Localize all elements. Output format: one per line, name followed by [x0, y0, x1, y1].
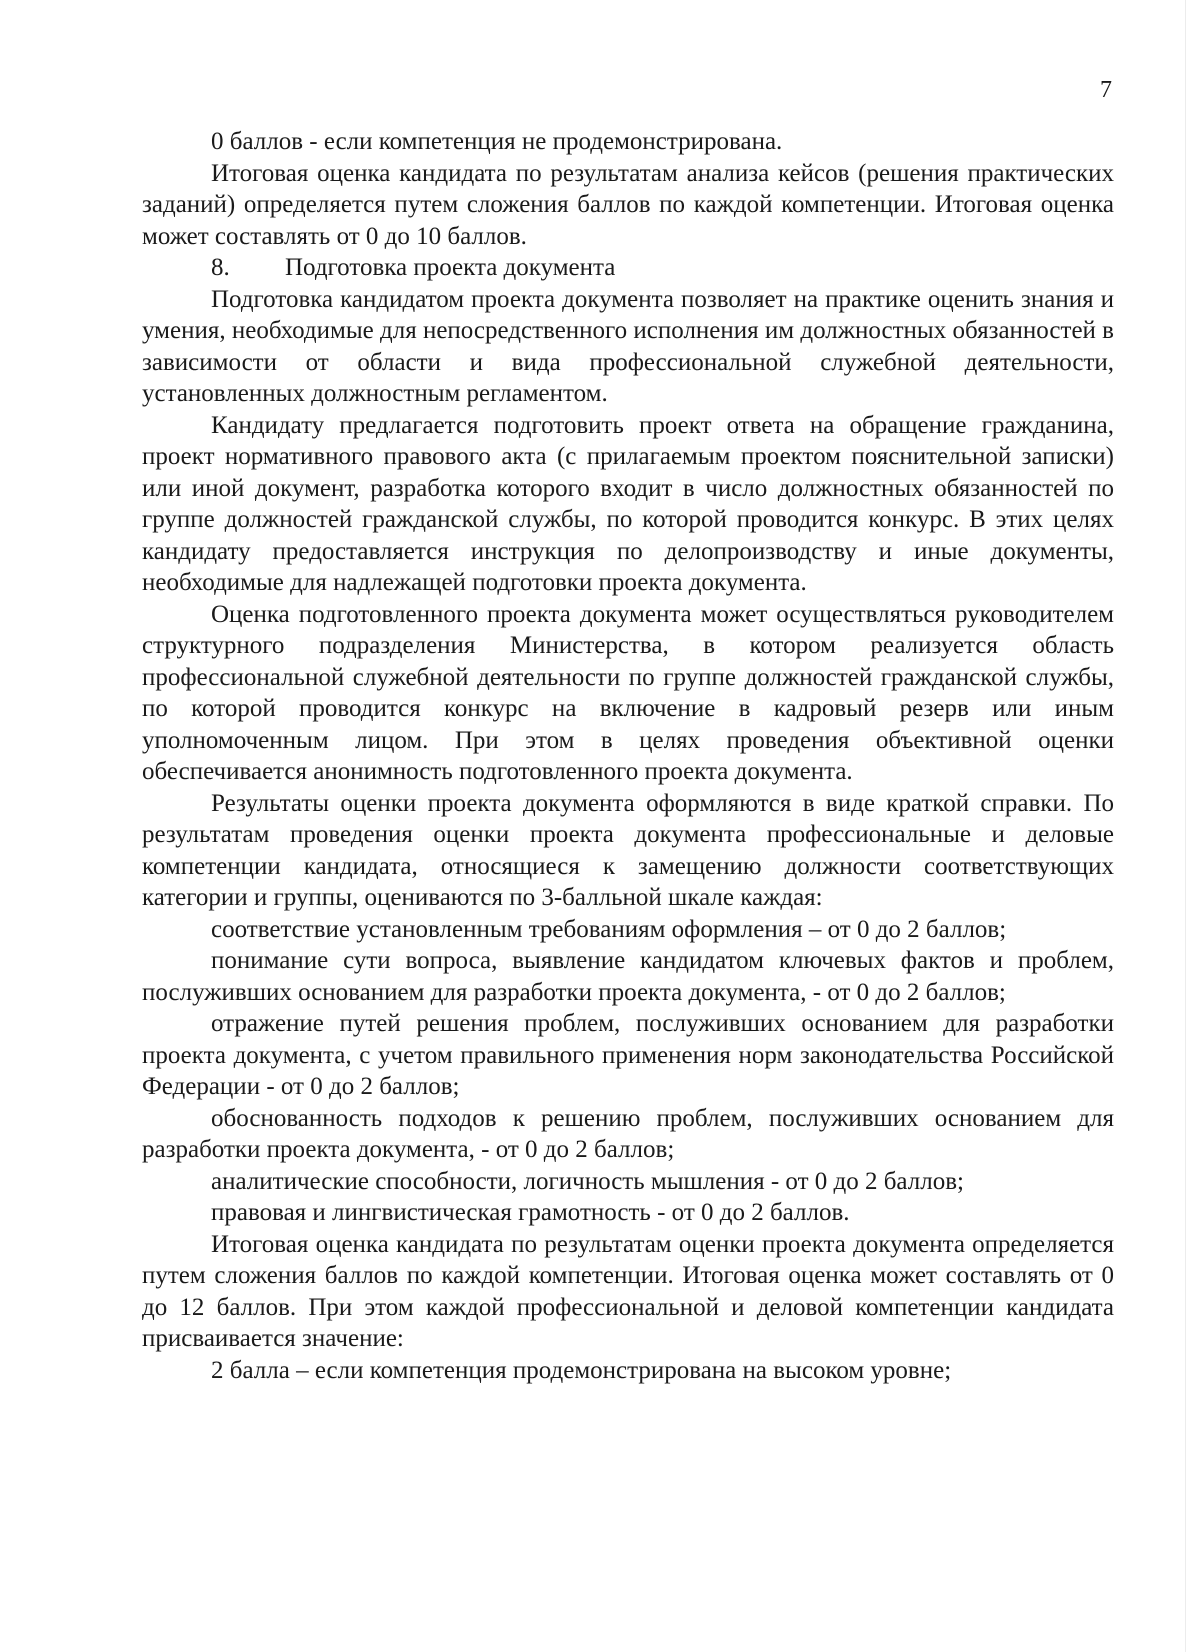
criterion-understanding: понимание сути вопроса, выявление кандидатом ключевых фактов и проблем, послуживших основанием для разработки проекта документа, - от 0 до 2 баллов;: [142, 947, 1114, 1006]
paragraph-document-total-score: Итоговая оценка кандидата по результатам оценки проекта документа определяется путем сложения баллов по каждой компетенции. Итоговая оценка может составлять от 0 до 12 баллов. При этом каждой профессиональной и деловой компетенции кандидата присваивается значение:: [142, 1230, 1114, 1352]
page-number: 7: [1100, 77, 1112, 103]
criterion-literacy: правовая и лингвистическая грамотность - от 0 до 2 баллов.: [211, 1199, 850, 1226]
document-body: [142, 126, 1114, 1386]
paragraph-two-points: 2 балла – если компетенция продемонстрирована на высоком уровне;: [211, 1356, 952, 1384]
paragraph-case-total-score: Итоговая оценка кандидата по результатам анализа кейсов (решения практических заданий) определяется путем сложения баллов по каждой компетенции. Итоговая оценка может составлять от 0 до 10 баллов.: [142, 159, 1114, 250]
section-title: Подготовка проекта документа: [285, 254, 616, 281]
paragraph-evaluation-by-head: Оценка подготовленного проекта документа может осуществляться руководителем структурного подразделения Министерства, в котором реализуется область профессиональной служебной деятельности по группе должностей гражданской службы, по которой проводится конкурс на включение в кадровый резерв или иным уполномоченным лицом. При этом в целях проведения объективной оценки обеспечивается анонимность подготовленного проекта документа.: [142, 600, 1114, 785]
criterion-justification: обоснованность подходов к решению проблем, послуживших основанием для разработки проекта документа, - от 0 до 2 баллов;: [142, 1104, 1114, 1163]
paragraph-document-preparation: Подготовка кандидатом проекта документа позволяет на практике оценить знания и умения, необходимые для непосредственного исполнения им должностных обязанностей в зависимости от области и вида профессиональной служебной деятельности, установленных должностным регламентом.: [142, 285, 1114, 407]
scan-edge-line: [1185, 0, 1186, 1652]
paragraph-evaluation-results: Результаты оценки проекта документа оформляются в виде краткой справки. По результатам проведения оценки проекта документа профессиональные и деловые компетенции кандидата, относящиеся к замещению должности соответствующих категории и группы, оцениваются по 3-балльной шкале каждая:: [142, 789, 1114, 911]
paragraph-candidate-task: Кандидату предлагается подготовить проект ответа на обращение гражданина, проект нормативного правового акта (с прилагаемым проектом пояснительной записки) или иной документ, разработка которого входит в число должностных обязанностей по группе должностей гражданской службы, по которой проводится конкурс. В этих целях кандидату предоставляется инструкция по делопроизводству и иные документы, необходимые для надлежащей подготовки проекта документа.: [142, 411, 1114, 596]
criterion-formatting: соответствие установленным требованиям оформления – от 0 до 2 баллов;: [211, 915, 1007, 943]
section-number: 8.: [211, 254, 230, 281]
criterion-solutions: отражение путей решения проблем, послуживших основанием для разработки проекта документа, с учетом правильного применения норм законодательства Российской Федерации - от 0 до 2 баллов;: [142, 1010, 1114, 1100]
paragraph-zero-points: 0 баллов - если компетенция не продемонстрирована.: [211, 128, 783, 155]
section-heading: [142, 252, 1114, 284]
criterion-analytical: аналитические способности, логичность мышления - от 0 до 2 баллов;: [211, 1167, 964, 1195]
